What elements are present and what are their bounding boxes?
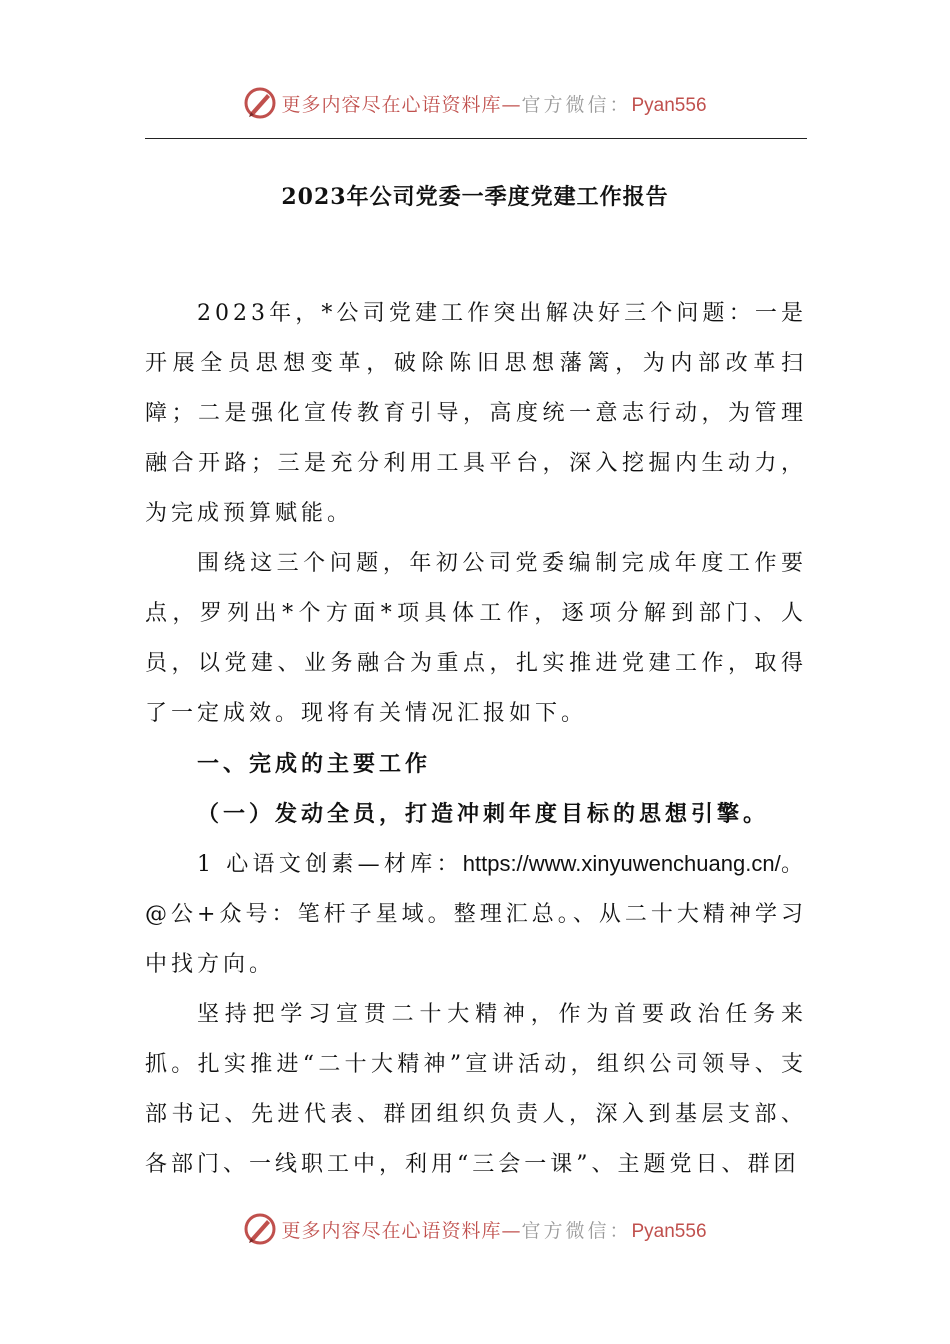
- pen-logo-icon: [243, 86, 277, 120]
- banner-dash: —: [501, 93, 522, 116]
- banner-id: Pyan556: [631, 94, 707, 116]
- paragraph-1: 2023年，*公司党建工作突出解决好三个问题：一是开展全员思想变革，破除陈旧思想藩篱，为内部改革扫障；二是强化宣传教育引导，高度统一意志行动，为管理融合开路；三是充分利用工具平台，深入挖掘内生动力，为完成预算赋能。: [145, 301, 807, 526]
- paragraph-2: 围绕这三个问题，年初公司党委编制完成年度工作要点，罗列出*个方面*项具体工作，逐项分解到部门、人员，以党建、业务融合为重点，扎实推进党建工作，取得了一定成效。现将有关情况汇报如下。: [145, 551, 807, 726]
- footer-banner-dash: —: [501, 1219, 522, 1242]
- banner-wechat: 官方微信：: [521, 93, 632, 116]
- header-divider: [145, 138, 807, 139]
- paragraph-3-lead: 1 心语文创素—材库：: [197, 852, 463, 877]
- paragraph-3-tail: 。@公+众号：笔杆子星域。整理汇总。、从二十大精神学习中找方向。: [145, 852, 807, 977]
- footer-banner-main: 更多内容尽在心语资料库: [281, 1219, 502, 1242]
- source-link[interactable]: https://www.xinyuwenchuang.cn/: [462, 851, 781, 876]
- document-body: [145, 289, 807, 1190]
- paragraph-4: 坚持把学习宣贯二十大精神，作为首要政治任务来抓。扎实推进“二十大精神”宣讲活动，组织公司领导、支部书记、先进代表、群团组织负责人，深入到基层支部、各部门、一线职工中，利用“三会一课”、主题党日、群团: [145, 1002, 807, 1177]
- pen-logo-icon: [243, 1212, 277, 1246]
- section-heading-1: 一、完成的主要工作: [197, 751, 432, 777]
- footer-banner-text: [281, 1216, 706, 1243]
- footer-banner-id: Pyan556: [631, 1220, 707, 1242]
- header-banner: [0, 83, 950, 123]
- paragraph-3: [145, 839, 807, 990]
- footer-banner-wechat: 官方微信：: [521, 1219, 632, 1242]
- banner-main: 更多内容尽在心语资料库: [281, 93, 502, 116]
- banner-text: [281, 90, 706, 117]
- footer-banner: [0, 1209, 950, 1249]
- page-title: 2023年公司党委一季度党建工作报告: [281, 184, 669, 210]
- section-heading-2: （一）发动全员，打造冲刺年度目标的思想引擎。: [197, 801, 770, 827]
